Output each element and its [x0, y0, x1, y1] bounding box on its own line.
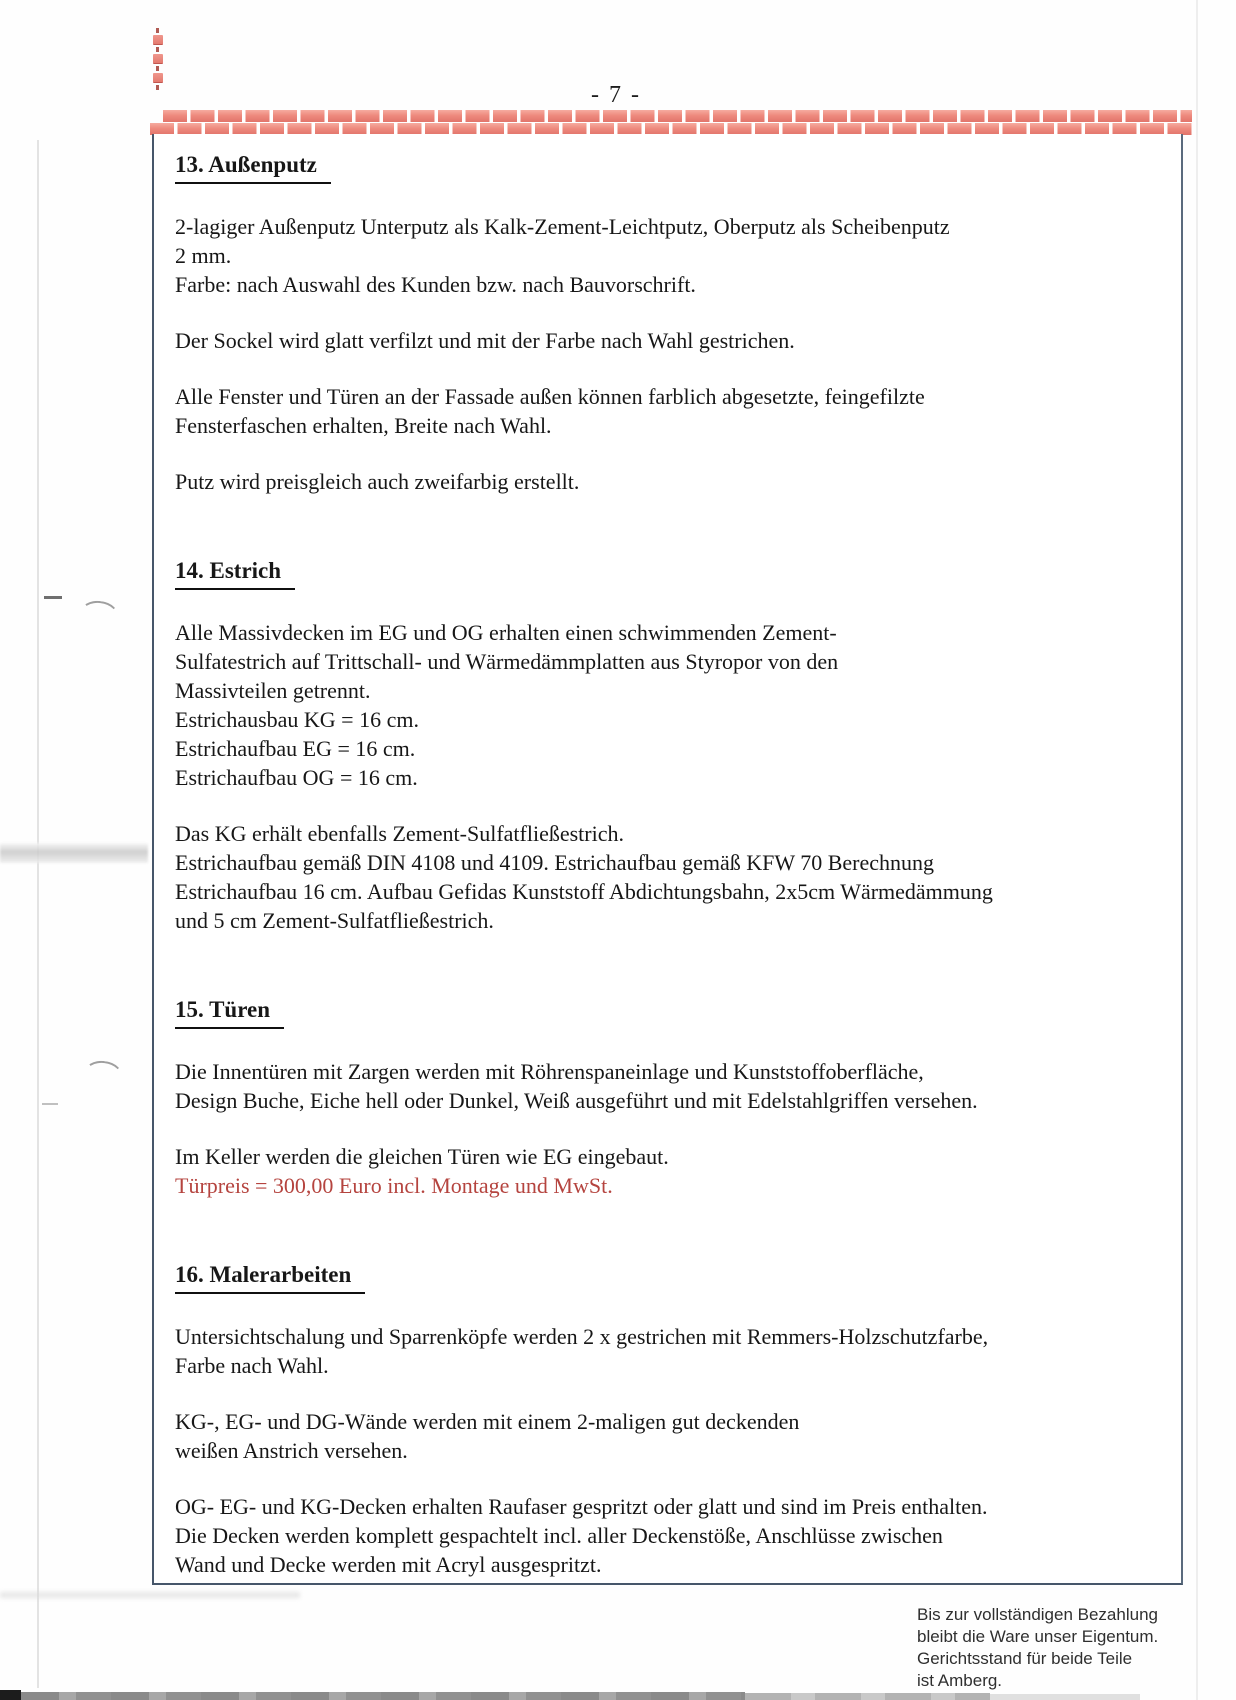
text-line: Farbe nach Wahl. — [175, 1353, 329, 1378]
text-line: Im Keller werden die gleichen Türen wie EG eingebaut. — [175, 1144, 669, 1169]
section-heading — [175, 556, 1153, 590]
text-line: Massivteilen getrennt. — [175, 678, 371, 703]
paper-edge-line-right — [1196, 0, 1198, 1700]
retention-clause-note — [917, 1604, 1197, 1692]
brick-tick — [156, 47, 159, 52]
text-line: Die Innentüren mit Zargen werden mit Röhrenspaneinlage und Kunststoffoberfläche, — [175, 1059, 924, 1084]
brick-icon — [153, 35, 163, 45]
brick-icon — [153, 73, 163, 83]
text-line: Wand und Decke werden mit Acryl ausgespritzt. — [175, 1552, 602, 1577]
text-line: Der Sockel wird glatt verfilzt und mit der Farbe nach Wahl gestrichen. — [175, 328, 795, 353]
paragraph — [175, 326, 1153, 355]
section-15 — [175, 995, 1153, 1200]
price-line: Türpreis = 300,00 Euro incl. Montage und MwSt. — [175, 1173, 613, 1198]
section-heading — [175, 1260, 1153, 1294]
paragraph — [175, 212, 1153, 299]
text-line: OG- EG- und KG-Decken erhalten Raufaser gespritzt oder glatt und sind im Preis enthalten. — [175, 1494, 988, 1519]
footer-line: Gerichtsstand für beide Teile — [917, 1649, 1133, 1668]
text-line: Estrichausbau KG = 16 cm. — [175, 707, 419, 732]
scan-dash-mark — [44, 596, 62, 599]
text-line: Alle Massivdecken im EG und OG erhalten einen schwimmenden Zement- — [175, 620, 837, 645]
text-line: Fensterfaschen erhalten, Breite nach Wahl. — [175, 413, 552, 438]
scan-smudge — [0, 843, 148, 863]
footer-line: ist Amberg. — [917, 1671, 1003, 1690]
text-line: Estrichaufbau OG = 16 cm. — [175, 765, 418, 790]
scan-arc-mark — [81, 1059, 124, 1094]
text-line: Farbe: nach Auswahl des Kunden bzw. nach Bauvorschrift. — [175, 272, 696, 297]
paper-edge-line-left — [37, 140, 39, 1688]
footer-line: bleibt die Ware unser Eigentum. — [917, 1627, 1159, 1646]
brick-border-top-row — [163, 110, 1192, 122]
text-line: weißen Anstrich versehen. — [175, 1438, 408, 1463]
footer-line: Bis zur vollständigen Bezahlung — [917, 1605, 1158, 1624]
text-line: und 5 cm Zement-Sulfatfließestrich. — [175, 908, 494, 933]
text-line: Estrichaufbau gemäß DIN 4108 und 4109. Estrichaufbau gemäß KFW 70 Berechnung — [175, 850, 935, 875]
section-heading — [175, 995, 1153, 1029]
brick-strip-artifact — [152, 27, 163, 91]
brick-tick — [156, 66, 159, 71]
scan-arc-mark — [77, 599, 120, 634]
scan-edge-segment — [21, 1692, 745, 1700]
section-heading-text: 16. Malerarbeiten — [175, 1260, 365, 1294]
section-heading-text: 15. Türen — [175, 995, 284, 1029]
section-16 — [175, 1260, 1153, 1579]
paragraph — [175, 1407, 1153, 1465]
document-sections — [154, 134, 1181, 1579]
paragraph — [175, 1322, 1153, 1380]
section-13 — [175, 150, 1153, 496]
text-line: Das KG erhält ebenfalls Zement-Sulfatfließestrich. — [175, 821, 625, 846]
paragraph — [175, 1142, 1153, 1200]
section-14 — [175, 556, 1153, 935]
scan-edge-segment — [0, 1690, 21, 1700]
text-line: Design Buche, Eiche hell oder Dunkel, Weiß ausgeführt und mit Edelstahlgriffen versehen. — [175, 1088, 978, 1113]
text-line: 2-lagiger Außenputz Unterputz als Kalk-Zement-Leichtputz, Oberputz als Scheibenputz — [175, 214, 950, 239]
document-content-box — [152, 134, 1183, 1585]
text-line: Die Decken werden komplett gespachtelt incl. aller Deckenstöße, Anschlüsse zwischen — [175, 1523, 943, 1548]
page-number: - 7 - — [591, 82, 641, 108]
brick-tick — [156, 85, 159, 90]
paragraph — [175, 1492, 1153, 1579]
paragraph — [175, 1057, 1153, 1115]
text-line: Estrichaufbau EG = 16 cm. — [175, 736, 416, 761]
section-heading-text: 13. Außenputz — [175, 150, 331, 184]
text-line: 2 mm. — [175, 243, 232, 268]
scan-edge-segment — [990, 1694, 1140, 1700]
paragraph — [175, 618, 1153, 792]
text-line: Estrichaufbau 16 cm. Aufbau Gefidas Kunststoff Abdichtungsbahn, 2x5cm Wärmedämmung — [175, 879, 993, 904]
text-line: KG-, EG- und DG-Wände werden mit einem 2-maligen gut deckenden — [175, 1409, 800, 1434]
text-line: Putz wird preisgleich auch zweifarbig erstellt. — [175, 469, 580, 494]
text-line: Sulfatestrich auf Trittschall- und Wärmedämmplatten aus Styropor von den — [175, 649, 839, 674]
section-heading — [175, 150, 1153, 184]
scan-bottom-edge — [0, 1690, 1236, 1700]
scan-smudge — [0, 1592, 300, 1598]
section-heading-text: 14. Estrich — [175, 556, 295, 590]
brick-icon — [153, 54, 163, 64]
scan-edge-segment — [745, 1693, 990, 1700]
text-line: Alle Fenster und Türen an der Fassade außen können farblich abgesetzte, feingefilzte — [175, 384, 925, 409]
brick-tick — [156, 28, 159, 33]
scan-dash-mark — [42, 1103, 58, 1105]
text-line: Untersichtschalung und Sparrenköpfe werden 2 x gestrichen mit Remmers-Holzschutzfarbe, — [175, 1324, 989, 1349]
paragraph — [175, 382, 1153, 440]
paragraph — [175, 819, 1153, 935]
paragraph — [175, 467, 1153, 496]
